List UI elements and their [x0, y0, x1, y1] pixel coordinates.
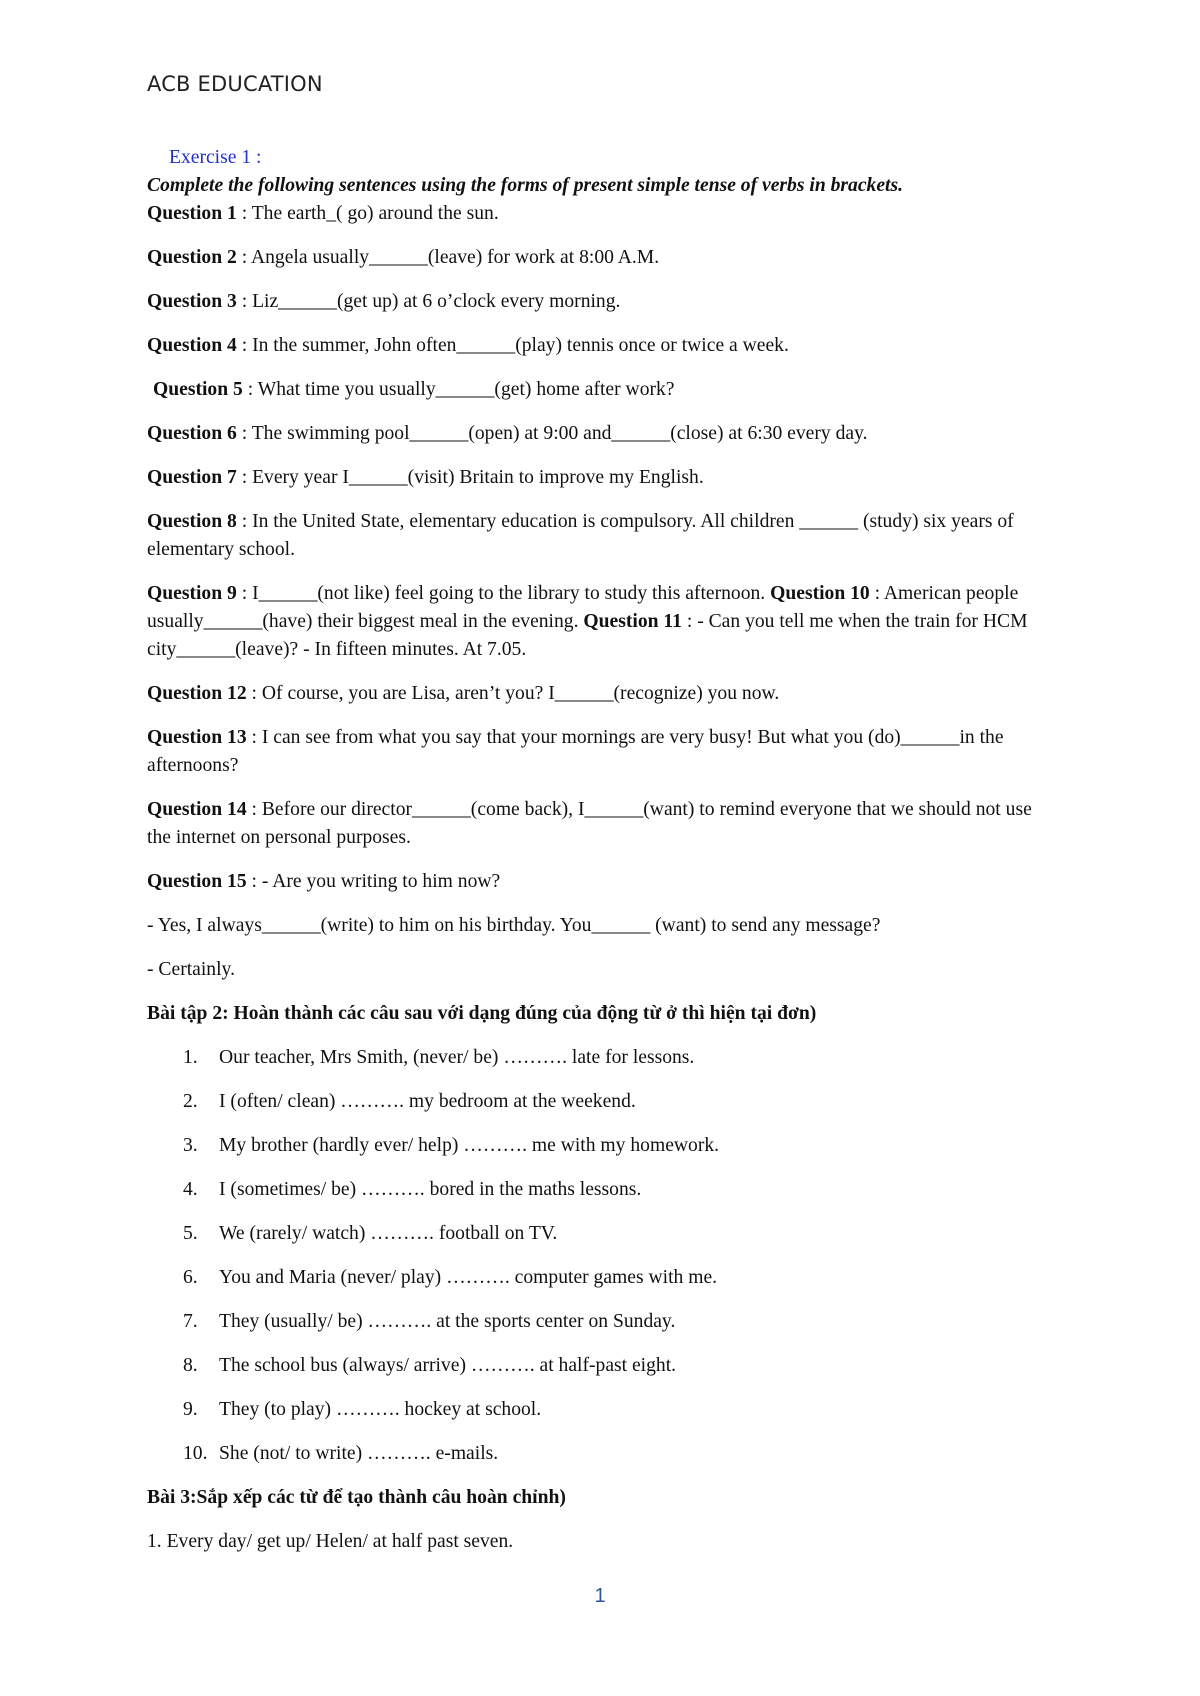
- list-number: 6.: [183, 1267, 198, 1288]
- list-number: 10.: [183, 1443, 208, 1464]
- list-item: [147, 1132, 1057, 1160]
- question-13: [147, 724, 1057, 780]
- question-6: [147, 420, 1057, 448]
- question-text: : I______(not like) feel going to the library to study this afternoon.: [236, 583, 771, 604]
- question-label: Question 11: [583, 611, 682, 632]
- exercise-1-instruction: Complete the following sentences using the forms of present simple tense of verbs in brackets.: [147, 175, 903, 196]
- exercise-2-heading: Bài tập 2: Hoàn thành các câu sau với dạng đúng của động từ ở thì hiện tại đơn): [147, 1003, 817, 1024]
- question-text: : In the summer, John often______(play) tennis once or twice a week.: [236, 335, 789, 356]
- list-number: 9.: [183, 1399, 198, 1420]
- exercise-3-heading: Bài 3:Sắp xếp các từ để tạo thành câu hoàn chỉnh): [147, 1487, 566, 1508]
- list-item: [147, 1352, 1057, 1380]
- list-text: She (not/ to write) ………. e-mails.: [219, 1443, 499, 1464]
- question-14: [147, 796, 1057, 852]
- question-text: : In the United State, elementary education is compulsory. All children ______ (study) six years of elementary school.: [147, 511, 1014, 560]
- list-text: We (rarely/ watch) ………. football on TV.: [219, 1223, 558, 1244]
- page-number: 1: [594, 1585, 606, 1607]
- question-2: [147, 244, 1057, 272]
- question-label: Question 15: [147, 871, 247, 892]
- question-text: : Angela usually______(leave) for work at 8:00 A.M.: [236, 247, 660, 268]
- question-text: : - Are you writing to him now?: [246, 871, 501, 892]
- question-text: : - Can you tell me when the train for HCM city______(leave)? - In fifteen minutes. At 7.05.: [147, 611, 1028, 660]
- question-text: : American people usually______(have) their biggest meal in the evening.: [147, 583, 1019, 632]
- question-label: Question 4: [147, 335, 237, 356]
- question-8: [147, 508, 1057, 564]
- question-label: Question 10: [770, 583, 870, 604]
- question-text: : Liz______(get up) at 6 o’clock every morning.: [236, 291, 621, 312]
- question-text: : Of course, you are Lisa, aren’t you? I______(recognize) you now.: [246, 683, 780, 704]
- question-label: Question 9: [147, 583, 237, 604]
- page-header: ACB EDUCATION: [147, 72, 323, 96]
- list-number: 8.: [183, 1355, 198, 1376]
- question-text: : The swimming pool______(open) at 9:00 and______(close) at 6:30 every day.: [236, 423, 868, 444]
- list-number: 5.: [183, 1223, 198, 1244]
- question-label: Question 8: [147, 511, 237, 532]
- question-label: Question 12: [147, 683, 247, 704]
- question-5: [147, 376, 1057, 404]
- list-number: 2.: [183, 1091, 198, 1112]
- list-text: You and Maria (never/ play) ………. computer games with me.: [219, 1267, 718, 1288]
- list-number: 1.: [183, 1047, 198, 1068]
- question-15: [147, 868, 1057, 896]
- question-label: Question 7: [147, 467, 237, 488]
- list-text: They (usually/ be) ………. at the sports center on Sunday.: [219, 1311, 676, 1332]
- list-item: [147, 1264, 1057, 1292]
- question-3: [147, 288, 1057, 316]
- question-label: Question 6: [147, 423, 237, 444]
- list-item: [147, 1440, 1057, 1468]
- list-number: 7.: [183, 1311, 198, 1332]
- list-number: 4.: [183, 1179, 198, 1200]
- list-text: They (to play) ………. hockey at school.: [219, 1399, 542, 1420]
- question-label: Question 14: [147, 799, 247, 820]
- exercise-2-list: [147, 1044, 1057, 1468]
- list-item: [147, 1308, 1057, 1336]
- list-number: 3.: [183, 1135, 198, 1156]
- list-text: I (sometimes/ be) ………. bored in the maths lessons.: [219, 1179, 642, 1200]
- dialog-line: - Yes, I always______(write) to him on his birthday. You______ (want) to send any message?: [147, 915, 881, 936]
- list-item: [147, 1220, 1057, 1248]
- list-text: Our teacher, Mrs Smith, (never/ be) ………. late for lessons.: [219, 1047, 695, 1068]
- question-label: Question 13: [147, 727, 247, 748]
- question-label: Question 3: [147, 291, 237, 312]
- question-12: [147, 680, 1057, 708]
- question-4: [147, 332, 1057, 360]
- question-label: Question 5: [153, 379, 243, 400]
- list-item: [147, 1176, 1057, 1204]
- question-text: : I can see from what you say that your mornings are very busy! But what you (do)______in the afternoons?: [147, 727, 1004, 776]
- list-item: [147, 1044, 1057, 1072]
- question-label: Question 1: [147, 203, 237, 224]
- list-text: My brother (hardly ever/ help) ………. me with my homework.: [219, 1135, 720, 1156]
- question-text: : What time you usually______(get) home after work?: [242, 379, 675, 400]
- question-text: : Before our director______(come back), I______(want) to remind everyone that we should not use the internet on personal purposes.: [147, 799, 1032, 848]
- question-9-10-11: [147, 580, 1057, 664]
- question-text: : The earth_( go) around the sun.: [236, 203, 499, 224]
- list-text: The school bus (always/ arrive) ………. at half-past eight.: [219, 1355, 677, 1376]
- exercise-1-title: Exercise 1 :: [169, 147, 262, 168]
- question-label: Question 2: [147, 247, 237, 268]
- document-body: [147, 144, 1057, 1572]
- dialog-line: - Certainly.: [147, 959, 235, 980]
- list-item: [147, 1396, 1057, 1424]
- list-text: I (often/ clean) ………. my bedroom at the weekend.: [219, 1091, 636, 1112]
- question-text: : Every year I______(visit) Britain to improve my English.: [236, 467, 704, 488]
- exercise-3-item: 1. Every day/ get up/ Helen/ at half past seven.: [147, 1531, 514, 1552]
- question-1: [147, 200, 1057, 228]
- list-item: [147, 1088, 1057, 1116]
- question-7: [147, 464, 1057, 492]
